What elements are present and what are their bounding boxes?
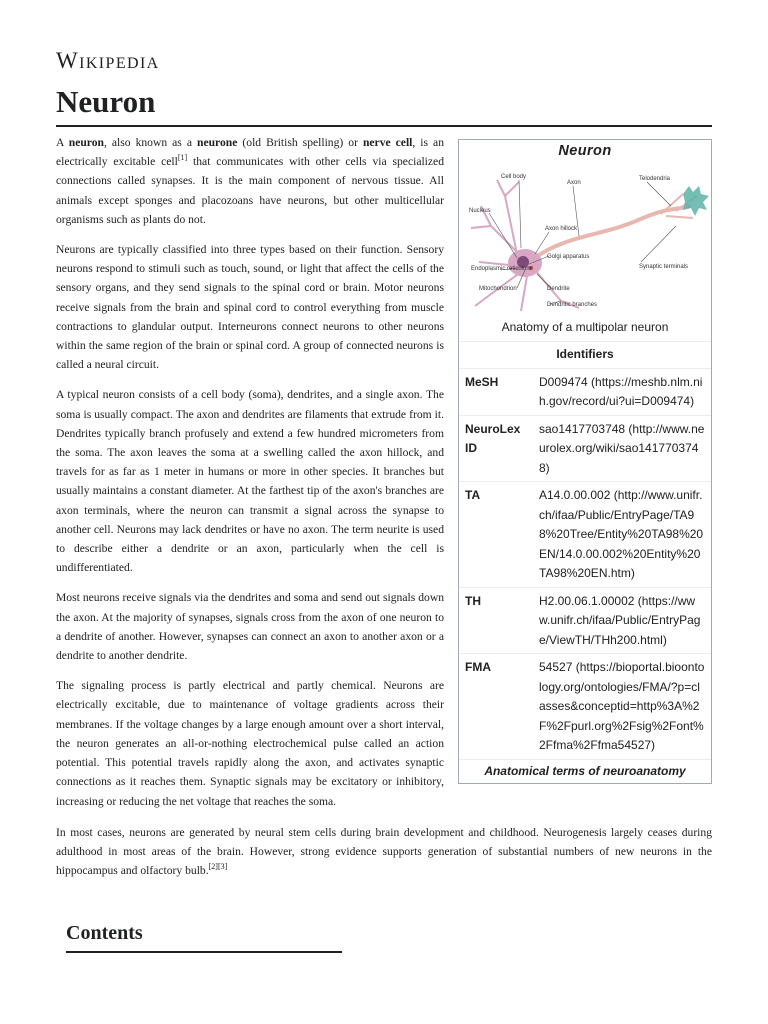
diagram-label-cell-body: Cell body <box>501 173 527 180</box>
term-neurone: neurone <box>197 136 238 149</box>
wikipedia-wordmark[interactable] <box>56 48 160 74</box>
text-run: A <box>56 136 69 149</box>
infobox-value-link[interactable]: H2.00.06.1.00002 (https://www.unifr.ch/ifaa/Public/EntryPage/ViewTH/THh200.html) <box>539 593 701 647</box>
paragraph-signaling-process: The signaling process is partly electrical and partly chemical. Neurons are electrically excitable, due to maintenance of voltage gradients across their membranes. If the voltage changes by a large enough amount over a short interval, the neuron generates an all-or-nothing electrochemical pulse called an action potential. This potential travels rapidly along the axon, and activates synaptic connections as it reaches them. Synaptic signals may be excitatory or inhibitory, increasing or reducing the net voltage that reaches the soma. <box>56 679 444 808</box>
diagram-label-dendrite: Dendrite <box>547 285 570 292</box>
paragraph-structure: A typical neuron consists of a cell body (soma), dendrites, and a single axon. The soma is usually compact. The axon and dendrites are filaments that extrude from it. Dendrites typically branch profusely and extend a few hundred micrometers from the soma. The axon leaves the soma at a swelling called the axon hillock, and travels for as far as 1 meter in humans or more in other species. It branches but usually maintains a constant diameter. At the farthest tip of the axon's branches are axon terminals, where the neuron can transmit a signal across the synapse to another cell. Neurons may lack dendrites or have no axon. The term neurite is used to describe either a dendrite or an axon, particularly when the cell is undifferentiated. <box>56 388 444 575</box>
citation-2-3[interactable]: [2][3] <box>208 862 228 872</box>
paragraph-neurogenesis <box>56 823 712 881</box>
diagram-label-dendritic-branches: Dendritic branches <box>547 301 598 308</box>
neuron-diagram <box>461 166 709 316</box>
wordmark-text: Wikipedia <box>56 48 160 73</box>
infobox-label[interactable]: FMA <box>465 660 491 674</box>
diagram-label-telodendria: Telodendria <box>639 175 671 182</box>
neuron-diagram-image[interactable] <box>459 166 711 316</box>
text-run: (old British spelling) or <box>237 136 363 149</box>
diagram-label-axon-hillock: Axon hillock <box>545 225 578 232</box>
infobox-row-ta <box>459 482 711 588</box>
contents-heading: Contents <box>66 922 143 944</box>
diagram-label-nucleus: Nucleus <box>469 207 491 214</box>
article-body <box>56 133 712 891</box>
text-run: , is an electrically excitable cell <box>56 136 444 169</box>
paragraph-types: Neurons are typically classified into three types based on their function. Sensory neurons respond to stimuli such as touch, sound, or light that affect the cells of the sensory organs, and they send signals to the spinal cord or brain. Motor neurons receive signals from the brain and spinal cord to control everything from muscle contractions to glandular output. Interneurons connect neurons to other neurons within the same region of the brain or spinal cord. A group of connected neurons is called a neural circuit. <box>56 243 444 372</box>
infobox-value-link[interactable]: 54527 (https://bioportal.bioontology.org/ontologies/FMA/?p=classes&conceptid=http%3A%2F%2Fpurl.org%2Fsig%2Font%2Ffma%2Ffma54527) <box>539 660 705 752</box>
diagram-label-synaptic-terminals: Synaptic terminals <box>639 263 689 270</box>
text-run: , also known as a <box>103 136 198 149</box>
infobox-label[interactable]: NeuroLex ID <box>465 421 521 455</box>
text-run: that communicates with other cells via specialized connections called synapses. It is the main component of nervous tissue. All animals except sponges and placozoans have neurons, but other multicellular organisms such as plants do not. <box>56 155 444 226</box>
infobox-value-link[interactable]: A14.0.00.002 (http://www.unifr.ch/ifaa/Public/EntryPage/TA98%20Tree/Entity%20TA98%20EN/14.0.00.002%20Entity%20TA98%20EN.htm) <box>539 488 704 580</box>
contents-divider <box>66 951 342 953</box>
term-nerve-cell: nerve cell <box>362 136 413 149</box>
infobox-row-neurolex <box>459 416 711 483</box>
page-title: Neuron <box>56 84 156 119</box>
infobox-value-link[interactable]: sao1417703748 (http://www.neurolex.org/wiki/sao1417703748) <box>539 421 705 475</box>
infobox-value-link[interactable]: D009474 (https://meshb.nlm.nih.gov/record/ui?ui=D009474) <box>539 374 703 408</box>
paragraph-signals: Most neurons receive signals via the dendrites and soma and send out signals down the axon. At the majority of synapses, signals cross from the axon of one neuron to a dendrite of another. However, synapses can connect an axon to another axon or a dendrite to another dendrite. <box>56 591 444 663</box>
citation-1[interactable]: [1] <box>177 153 188 163</box>
infobox-label[interactable]: MeSH <box>465 374 499 389</box>
infobox <box>458 139 712 784</box>
infobox-row-fma <box>459 654 711 760</box>
infobox-section-identifiers: Identifiers <box>459 342 711 369</box>
text-run: In most cases, neurons are generated by neural stem cells during brain development and childhood. Neurogenesis largely ceases during adulthood in most areas of the brain. However, strong evidence supports generation of substantial numbers of new neurons in the hippocampus and olfactory bulb. <box>56 825 712 878</box>
infobox-row-th <box>459 588 711 655</box>
title-divider <box>56 125 712 127</box>
diagram-label-er: Endoplasmic reticulum <box>471 265 532 272</box>
infobox-footer-link[interactable]: Anatomical terms of neuroanatomy <box>459 760 711 784</box>
infobox-title: Neuron <box>558 143 612 159</box>
infobox-label[interactable]: TH <box>465 593 481 608</box>
diagram-label-golgi: Golgi apparatus <box>547 253 590 260</box>
term-neuron: neuron <box>68 136 104 149</box>
diagram-label-axon: Axon <box>567 179 581 186</box>
infobox-label[interactable]: TA <box>465 488 481 502</box>
infobox-caption: Anatomy of a multipolar neuron <box>459 316 711 343</box>
infobox-row-mesh <box>459 369 711 416</box>
diagram-label-mitochondrion: Mitochondrion <box>479 285 517 292</box>
